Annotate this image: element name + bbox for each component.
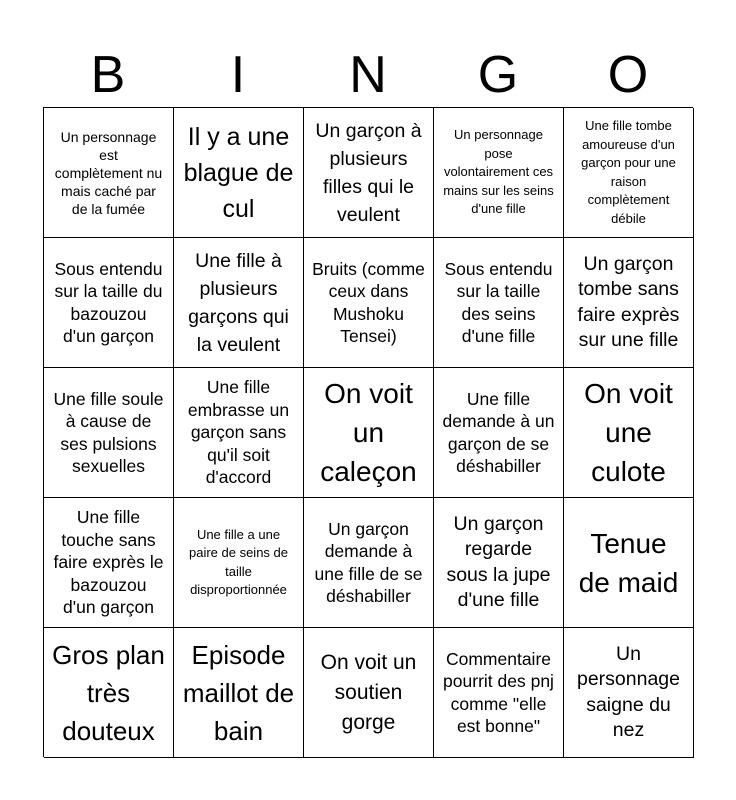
header-letter-o: O	[607, 46, 649, 104]
bingo-cell[interactable]	[434, 238, 564, 368]
header-letter-n: N	[349, 46, 387, 104]
bingo-cell[interactable]	[44, 498, 174, 628]
bingo-cell[interactable]	[304, 238, 434, 368]
cell-text: Un garçon demande à une fille de se déshabiller	[314, 518, 423, 606]
cell-text: Une fille a une paire de seins de taille disproportionnée	[188, 526, 288, 597]
cell-text: Un personnage pose volontairement ces mains sur les seins d'une fille	[443, 127, 554, 217]
bingo-cell[interactable]	[564, 498, 694, 628]
bingo-cell[interactable]	[564, 368, 694, 498]
bingo-cell[interactable]	[434, 498, 564, 628]
bingo-cell[interactable]	[304, 108, 434, 238]
cell-text: Sous entendu sur la taille du bazouzou d'un garçon	[54, 258, 163, 346]
cell-text: On voit un soutien gorge	[320, 650, 417, 734]
cell-text: Une fille tombe amoureuse d'un garçon pour une raison complètement débile	[581, 118, 676, 226]
cell-text: Un garçon à plusieurs filles qui le veulent	[315, 119, 422, 226]
header-letter-i: I	[230, 46, 246, 104]
bingo-cell[interactable]	[174, 628, 304, 758]
cell-text: Un personnage saigne du nez	[576, 642, 680, 741]
bingo-cell[interactable]	[564, 238, 694, 368]
cell-text: Une fille embrasse un garçon sans qu'il soit d'accord	[187, 377, 290, 488]
cell-text: Une fille demande à un garçon de se déshabiller	[442, 388, 555, 476]
bingo-cell[interactable]	[304, 498, 434, 628]
bingo-cell[interactable]	[174, 498, 304, 628]
bingo-cell[interactable]	[44, 628, 174, 758]
bingo-cell[interactable]	[434, 368, 564, 498]
bingo-cell[interactable]	[434, 628, 564, 758]
bingo-cell[interactable]	[174, 108, 304, 238]
cell-text: Tenue de maid	[578, 527, 679, 598]
cell-text: Bruits (comme ceux dans Mushoku Tensei)	[312, 258, 425, 346]
cell-text: Une fille soule à cause de ses pulsions sexuelles	[53, 388, 164, 476]
cell-text: Une fille touche sans faire exprès le bazouzou d'un garçon	[53, 507, 164, 618]
bingo-cell[interactable]	[564, 108, 694, 238]
cell-text: On voit un caleçon	[320, 378, 417, 487]
cell-text: Une fille à plusieurs garçons qui la veulent	[188, 249, 289, 356]
cell-text: Un personnage est complètement nu mais caché par de la fumée	[54, 128, 163, 217]
cell-text: Il y a une blague de cul	[183, 122, 294, 223]
header-letter-g: G	[477, 46, 519, 104]
bingo-cell[interactable]	[174, 238, 304, 368]
bingo-cell[interactable]	[44, 368, 174, 498]
bingo-cell[interactable]	[304, 628, 434, 758]
header-letter-b: B	[90, 46, 126, 104]
bingo-cell[interactable]	[174, 368, 304, 498]
bingo-cell[interactable]	[434, 108, 564, 238]
bingo-cell[interactable]	[304, 368, 434, 498]
bingo-cell[interactable]	[564, 628, 694, 758]
cell-text: Sous entendu sur la taille des seins d'une fille	[444, 258, 553, 346]
cell-text: Un garçon tombe sans faire exprès sur une fille	[577, 252, 680, 351]
cell-text: On voit une culote	[584, 378, 673, 487]
bingo-cell[interactable]	[44, 238, 174, 368]
cell-text: Gros plan très douteux	[52, 639, 165, 746]
cell-text: Episode maillot de bain	[182, 639, 295, 746]
cell-text: Commentaire pourrit des pnj comme "elle est bonne"	[443, 648, 554, 736]
bingo-grid	[43, 107, 693, 757]
bingo-header	[43, 44, 693, 106]
cell-text: Un garçon regarde sous la jupe d'une fille	[446, 512, 551, 611]
bingo-cell[interactable]	[44, 108, 174, 238]
